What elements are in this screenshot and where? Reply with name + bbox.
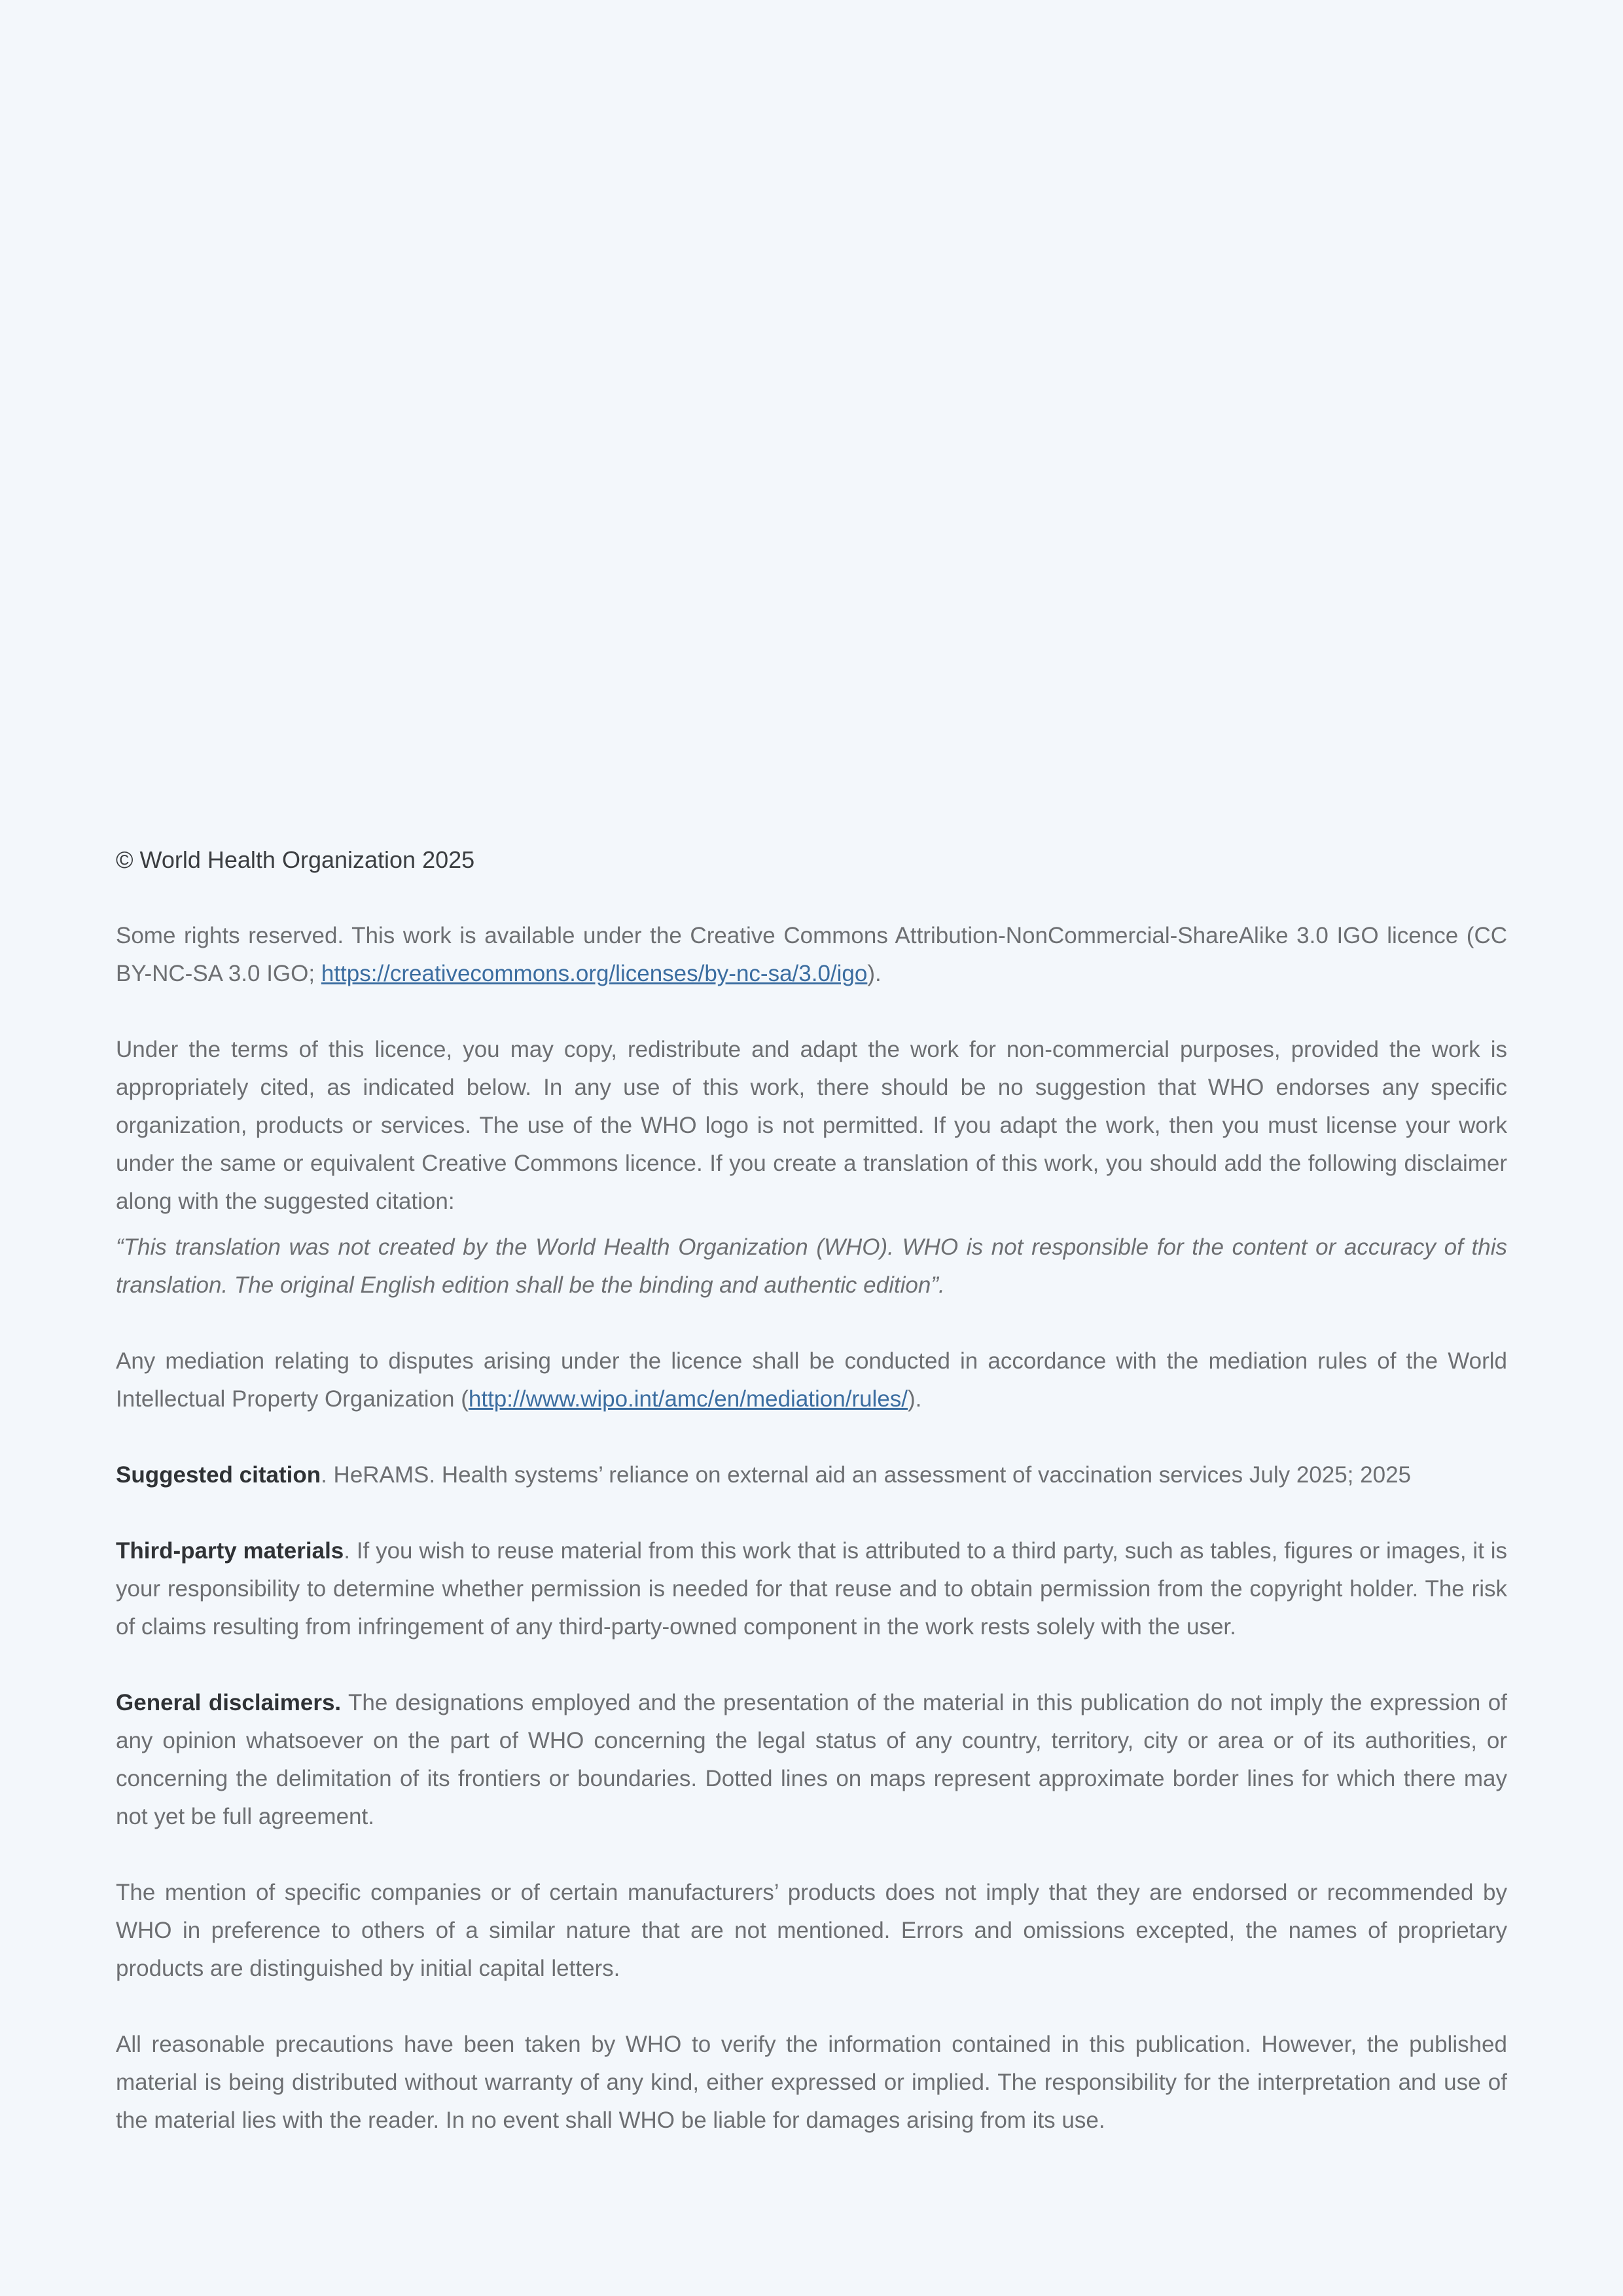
general-disclaimers-label: General disclaimers. xyxy=(116,1690,342,1715)
suggested-citation-paragraph xyxy=(116,1456,1507,1494)
suggested-citation-text: . HeRAMS. Health systems’ reliance on external aid an assessment of vaccination services July 2025; 2025 xyxy=(321,1462,1411,1488)
mediation-text-end: ). xyxy=(908,1386,922,1412)
mediation-text: Any mediation relating to disputes arising under the licence shall be conducted in accordance with the mediation rules of the World Intellectual Property Organization ( xyxy=(116,1348,1507,1412)
copyright-notice: © World Health Organization 2025 xyxy=(116,846,475,873)
suggested-citation-label: Suggested citation xyxy=(116,1462,321,1488)
general-disclaimers-paragraph xyxy=(116,1684,1507,1836)
licence-terms-paragraph: Under the terms of this licence, you may copy, redistribute and adapt the work for non-commercial purposes, provided the work is appropriately cited, as indicated below. In any use of this work, there should be no suggestion that WHO endorses any specific organization, products or services. The use of the WHO logo is not permitted. If you adapt the work, then you must license your work under the same or equivalent Creative Commons licence. If you create a translation of this work, you should add the following disclaimer along with the suggested citation: xyxy=(116,1037,1507,1214)
rights-text-end: ). xyxy=(867,961,882,986)
mediation-paragraph xyxy=(116,1342,1507,1418)
rights-paragraph xyxy=(116,917,1507,993)
copyright-page-content xyxy=(116,841,1507,2178)
creative-commons-link[interactable]: https://creativecommons.org/licenses/by-nc-sa/3.0/igo xyxy=(321,961,868,986)
manufacturers-paragraph: The mention of specific companies or of certain manufacturers’ products does not imply that they are endorsed or recommended by WHO in preference to others of a similar nature that are not mentioned. Errors and omissions excepted, the names of proprietary products are distinguished by initial capital letters. xyxy=(116,1880,1507,1981)
third-party-text: . If you wish to reuse material from this work that is attributed to a third party, such as tables, figures or images, it is your responsibility to determine whether permission is needed for that reuse and to obtain permission from the copyright holder. The risk of claims resulting from infringement of any third-party-owned component in the work rests solely with the user. xyxy=(116,1538,1507,1640)
general-disclaimers-text: The designations employed and the presentation of the material in this publication do not imply the expression of any opinion whatsoever on the part of WHO concerning the legal status of any country, territory, city or area or of its authorities, or concerning the delimitation of its frontiers or boundaries. Dotted lines on maps represent approximate border lines for which there may not yet be full agreement. xyxy=(116,1690,1507,1829)
translation-disclaimer: “This translation was not created by the World Health Organization (WHO). WHO is not responsible for the content or accuracy of this translation. The original English edition shall be the binding and authentic edition”. xyxy=(116,1234,1507,1298)
precautions-paragraph: All reasonable precautions have been taken by WHO to verify the information contained in this publication. However, the published material is being distributed without warranty of any kind, either expressed or implied. The responsibility for the interpretation and use of the material lies with the reader. In no event shall WHO be liable for damages arising from its use. xyxy=(116,2032,1507,2133)
third-party-paragraph xyxy=(116,1532,1507,1646)
wipo-mediation-link[interactable]: http://www.wipo.int/amc/en/mediation/rules/ xyxy=(468,1386,908,1412)
rights-text: Some rights reserved. This work is available under the Creative Commons Attribution-NonCommercial-ShareAlike 3.0 IGO licence (CC BY-NC-SA 3.0 IGO; xyxy=(116,923,1507,986)
third-party-label: Third-party materials xyxy=(116,1538,344,1564)
